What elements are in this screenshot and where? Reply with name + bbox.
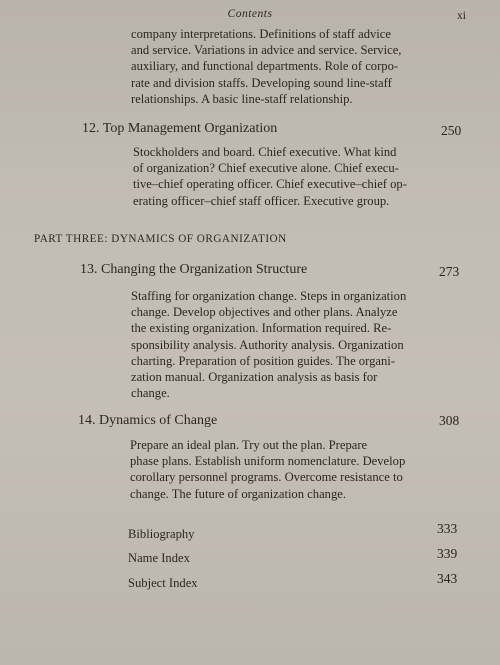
summary-line: the existing organization. Information required. Re- [131,321,392,336]
running-head: Contents [227,8,273,20]
chapter-13-page: 273 [439,264,460,279]
summary-line: zation manual. Organization analysis as basis for [131,370,378,385]
chapter-12-title [82,121,277,137]
bibliography-page: 333 [437,521,458,536]
chapter-13-title [80,262,307,278]
summary-line: auxiliary, and functional departments. Role of corpo- [131,59,399,74]
continued-summary [131,26,443,107]
chapter-12-page: 250 [441,123,462,138]
chapter-13-summary [131,288,441,401]
page-folio: xi [457,10,466,22]
summary-line: Stockholders and board. Chief executive. What kind [133,145,397,159]
summary-line: Prepare an ideal plan. Try out the plan. Prepare [130,438,368,452]
summary-line: and service. Variations in advice and service. Service, [131,43,402,58]
summary-line: relationships. A basic line-staff relationship. [131,91,353,106]
part-heading: PART THREE: DYNAMICS OF ORGANIZATION [34,233,287,245]
summary-line: erating officer–chief staff officer. Executive group. [133,193,390,208]
name-index-page: 339 [437,546,458,561]
chapter-number: 13. [80,262,98,277]
summary-line: change. The future of organization change. [130,486,346,501]
chapter-title-text: Top Management Organization [102,121,278,136]
summary-line: sponsibility analysis. Authority analysis. Organization [131,337,404,352]
summary-line: rate and division staffs. Developing sound line-staff [131,75,392,90]
chapter-12-summary [133,144,443,209]
chapter-14-title [78,413,217,429]
summary-line: of organization? Chief executive alone. Chief execu- [133,161,399,176]
summary-line: change. Develop objectives and other plans. Analyze [131,305,398,320]
bibliography-label: Bibliography [128,527,195,541]
chapter-14-summary [130,437,438,502]
chapter-title-text: Dynamics of Change [99,413,218,428]
summary-line: change. [131,386,170,401]
chapter-number: 12. [82,121,100,136]
summary-line: charting. Preparation of position guides. The organi- [131,353,395,368]
summary-line: corollary personnel programs. Overcome resistance to [130,470,403,485]
chapter-number: 14. [78,413,96,428]
chapter-14-page: 308 [439,413,460,428]
summary-line: tive–chief operating officer. Chief executive–chief op- [133,177,407,192]
subject-index-page: 343 [437,571,458,586]
name-index-label: Name Index [128,551,190,565]
summary-line: company interpretations. Definitions of staff advice [131,27,391,41]
summary-line: Staffing for organization change. Steps in organization [131,289,407,303]
summary-line: phase plans. Establish uniform nomenclature. Develop [130,454,406,469]
subject-index-label: Subject Index [128,576,198,590]
chapter-title-text: Changing the Organization Structure [101,262,308,277]
